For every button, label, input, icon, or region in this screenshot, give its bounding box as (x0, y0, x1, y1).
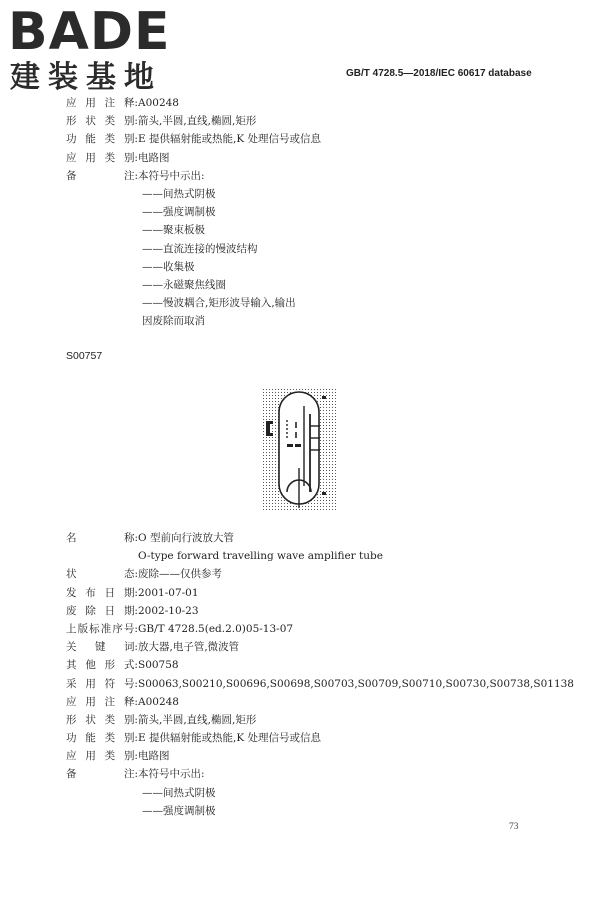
field-label: 形 状 类 别: (66, 115, 138, 128)
field-label: 状 态: (66, 568, 138, 581)
field-value: O-type forward travelling wave amplifier tube (138, 550, 383, 563)
field-value: E 提供辐射能或热能,K 处理信号或信息 (138, 732, 322, 745)
field-row (66, 656, 574, 674)
field-value: 废除——仅供参考 (138, 568, 222, 581)
field-value: 放大器,电子管,微波管 (138, 641, 240, 654)
field-row (66, 167, 321, 185)
field-value: A00248 (138, 695, 179, 708)
top-entry (66, 94, 321, 330)
field-label: 功 能 类 别: (66, 732, 138, 745)
logo-latin-text: BADE (8, 2, 171, 62)
field-value: 电路图 (138, 750, 170, 763)
field-row (66, 547, 574, 565)
field-label: 名 称: (66, 532, 138, 544)
logo-cjk-text: 建装基地 (10, 60, 162, 95)
field-row (66, 747, 574, 765)
field-row (66, 765, 574, 783)
field-label: 其 他 形 式: (66, 659, 138, 672)
field-label: 形 状 类 别: (66, 713, 138, 726)
field-label: 功 能 类 别: (66, 133, 138, 146)
field-value: 箭头,半圆,直线,椭圆,矩形 (138, 713, 257, 726)
field-value: 2002-10-23 (138, 604, 199, 617)
field-row (66, 529, 574, 547)
field-label: 上 版 标 准 序 号: (66, 622, 138, 635)
page-number: 73 (509, 822, 519, 832)
field-row (66, 130, 321, 148)
field-value: S00063,S00210,S00696,S00698,S00703,S00709,S00710,S00730,S00738,S01138 (138, 677, 574, 690)
note-line: ——间热式阴极 (142, 786, 216, 799)
field-value: E 提供辐射能或热能,K 处理信号或信息 (138, 133, 322, 146)
note-line: ——强度调制极 (142, 804, 216, 817)
field-label: 废 除 日 期: (66, 604, 138, 617)
field-label: 应 用 注 释: (66, 695, 138, 708)
field-row (66, 602, 574, 620)
field-row (66, 565, 574, 583)
field-row (66, 149, 321, 167)
note-line: 因废除而取消 (142, 315, 205, 328)
field-label: 应 用 类 别: (66, 151, 138, 164)
field-value: 电路图 (138, 151, 170, 164)
field-row (66, 729, 574, 747)
note-line: ——收集极 (142, 260, 195, 273)
field-label (66, 547, 138, 565)
field-label: 备 注: (66, 169, 138, 182)
note-line: ——永磁聚焦线圈 (142, 278, 226, 291)
field-row (66, 711, 574, 729)
field-value: 2001-07-01 (138, 586, 199, 599)
symbol-code: S00757 (66, 350, 103, 362)
field-value: 本符号中示出: (138, 169, 205, 182)
field-row (66, 112, 321, 130)
standard-header: GB/T 4728.5—2018/IEC 60617 database (346, 68, 532, 79)
note-line: ——慢波耦合,矩形波导输入,输出 (142, 297, 296, 310)
note-line: ——强度调制极 (142, 206, 216, 219)
note-line: ——聚束板极 (142, 224, 205, 237)
field-value: GB/T 4728.5(ed.2.0)05-13-07 (138, 622, 294, 635)
field-label: 应 用 注 释: (66, 97, 138, 109)
field-value: 本符号中示出: (138, 768, 205, 781)
field-row (66, 620, 574, 638)
field-row (66, 675, 574, 693)
field-row (66, 638, 574, 656)
field-label: 应 用 类 别: (66, 750, 138, 763)
field-value: 箭头,半圆,直线,椭圆,矩形 (138, 115, 257, 128)
bottom-entry (66, 529, 574, 820)
field-label: 备 注: (66, 768, 138, 781)
o-type-travelling-wave-tube-symbol-icon (262, 388, 336, 510)
field-label: 关 键 词: (66, 641, 138, 654)
field-value: S00758 (138, 659, 179, 672)
field-value: A00248 (138, 97, 179, 109)
brand-logo (8, 4, 178, 99)
note-line: ——直流连接的慢波结构 (142, 242, 258, 255)
field-row (66, 94, 321, 112)
field-value: O 型前向行波放大管 (138, 532, 234, 544)
note-line: ——间热式阴极 (142, 187, 216, 200)
field-label: 采 用 符 号: (66, 677, 138, 690)
field-row (66, 584, 574, 602)
field-row (66, 693, 574, 711)
field-label: 发 布 日 期: (66, 586, 138, 599)
